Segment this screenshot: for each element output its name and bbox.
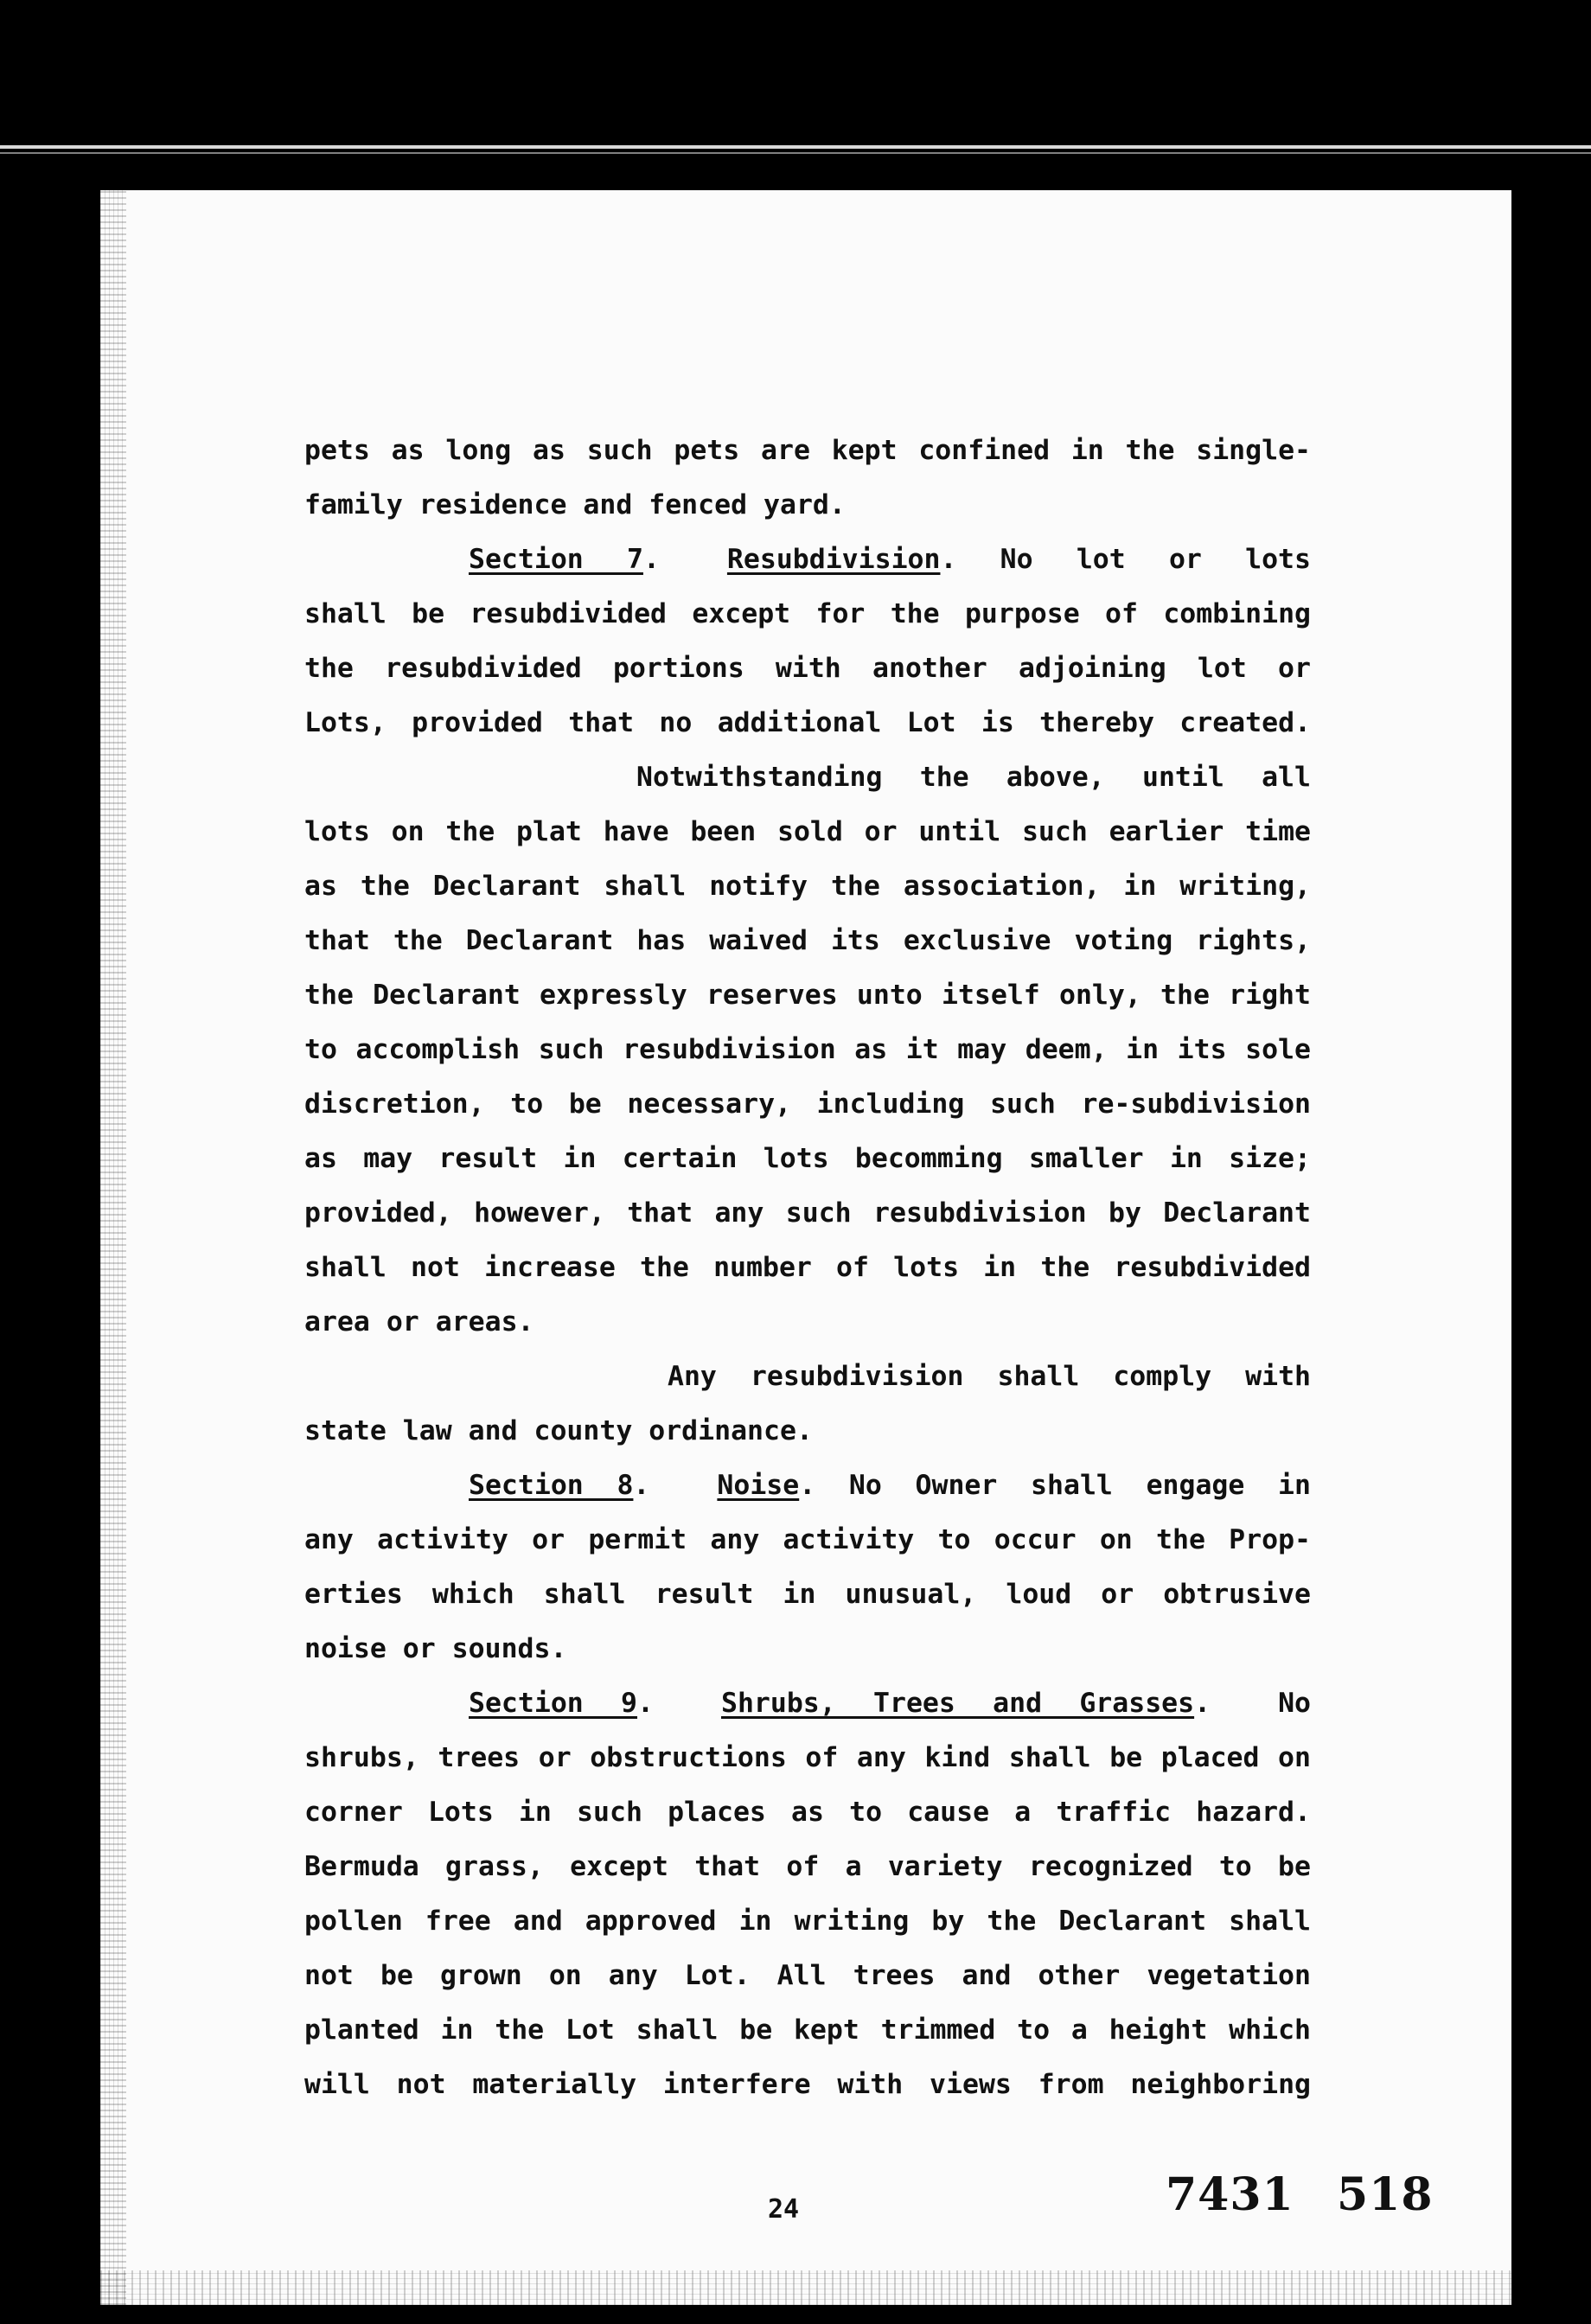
text-line: that the Declarant has waived its exclusive voting rights, <box>304 925 1311 956</box>
text-line: state law and county ordinance. <box>304 1415 813 1446</box>
text-line: noise or sounds. <box>304 1633 567 1664</box>
section-text: No lot or lots <box>1000 544 1311 575</box>
text-line: Bermuda grass, except that of a variety recognized to be <box>304 1851 1311 1882</box>
text-line: shall be resubdivided except for the purpose of combining <box>304 598 1311 629</box>
text-line: as may result in certain lots becomming smaller in size; <box>304 1143 1311 1174</box>
text-line: erties which shall result in unusual, loud or obtrusive <box>304 1579 1311 1610</box>
text-line: provided, however, that any such resubdivision by Declarant <box>304 1197 1311 1229</box>
page-number: 24 <box>768 2194 800 2225</box>
text-line: the Declarant expressly reserves unto itself only, the right <box>304 980 1311 1011</box>
text-line: the resubdivided portions with another adjoining lot or <box>304 653 1311 684</box>
text-line: as the Declarant shall notify the association, in writing, <box>304 871 1311 902</box>
text-line: planted in the Lot shall be kept trimmed to a height which <box>304 2014 1311 2046</box>
section-heading-line: Section 8. Noise. No Owner shall engage in <box>469 1470 1311 1501</box>
section-text: No Owner shall engage in <box>848 1470 1311 1501</box>
section-label: Section 8 <box>469 1470 634 1501</box>
scan-edge-line <box>0 152 1591 154</box>
text-line: area or areas. <box>304 1306 534 1338</box>
document-paper <box>100 190 1511 2305</box>
photocopy-edge-noise <box>100 190 126 2305</box>
text-line: pets as long as such pets are kept confined in the single- <box>304 435 1311 466</box>
text-line: Lots, provided that no additional Lot is thereby created. <box>304 707 1311 738</box>
text-line: shrubs, trees or obstructions of any kind shall be placed on <box>304 1742 1311 1773</box>
document-body <box>304 424 1311 2112</box>
text-line: corner Lots in such places as to cause a traffic hazard. <box>304 1797 1311 1828</box>
text-line: any activity or permit any activity to occur on the Prop- <box>304 1524 1311 1555</box>
text-line: family residence and fenced yard. <box>304 489 846 520</box>
photocopy-bottom-noise <box>100 2270 1511 2305</box>
text-line: discretion, to be necessary, including such re-subdivision <box>304 1089 1311 1120</box>
text-line: will not materially interfere with views from neighboring <box>304 2069 1311 2100</box>
recording-book-number: 7431 <box>1166 2168 1294 2221</box>
scan-edge-line <box>0 145 1591 149</box>
section-text: No <box>1278 1688 1311 1719</box>
text-line: Notwithstanding the above, until all <box>636 762 1311 793</box>
section-heading-line: Section 7. Resubdivision. No lot or lots <box>469 544 1311 575</box>
section-heading-line: Section 9. Shrubs, Trees and Grasses. No <box>469 1688 1311 1719</box>
section-title: Shrubs, Trees and Grasses <box>720 1688 1195 1719</box>
text-line: pollen free and approved in writing by the Declarant shall <box>304 1906 1311 1937</box>
text-line: not be grown on any Lot. All trees and other vegetation <box>304 1960 1311 1991</box>
section-title: Noise <box>717 1470 800 1501</box>
section-label: Section 9 <box>469 1688 638 1719</box>
text-line: lots on the plat have been sold or until such earlier time <box>304 816 1311 847</box>
text-line: Any resubdivision shall comply with <box>668 1361 1311 1392</box>
section-title: Resubdivision <box>726 544 941 575</box>
recording-page-number: 518 <box>1337 2168 1434 2221</box>
text-line: shall not increase the number of lots in the resubdivided <box>304 1252 1311 1283</box>
section-label: Section 7 <box>469 544 643 575</box>
text-line: to accomplish such resubdivision as it may deem, in its sole <box>304 1034 1311 1065</box>
